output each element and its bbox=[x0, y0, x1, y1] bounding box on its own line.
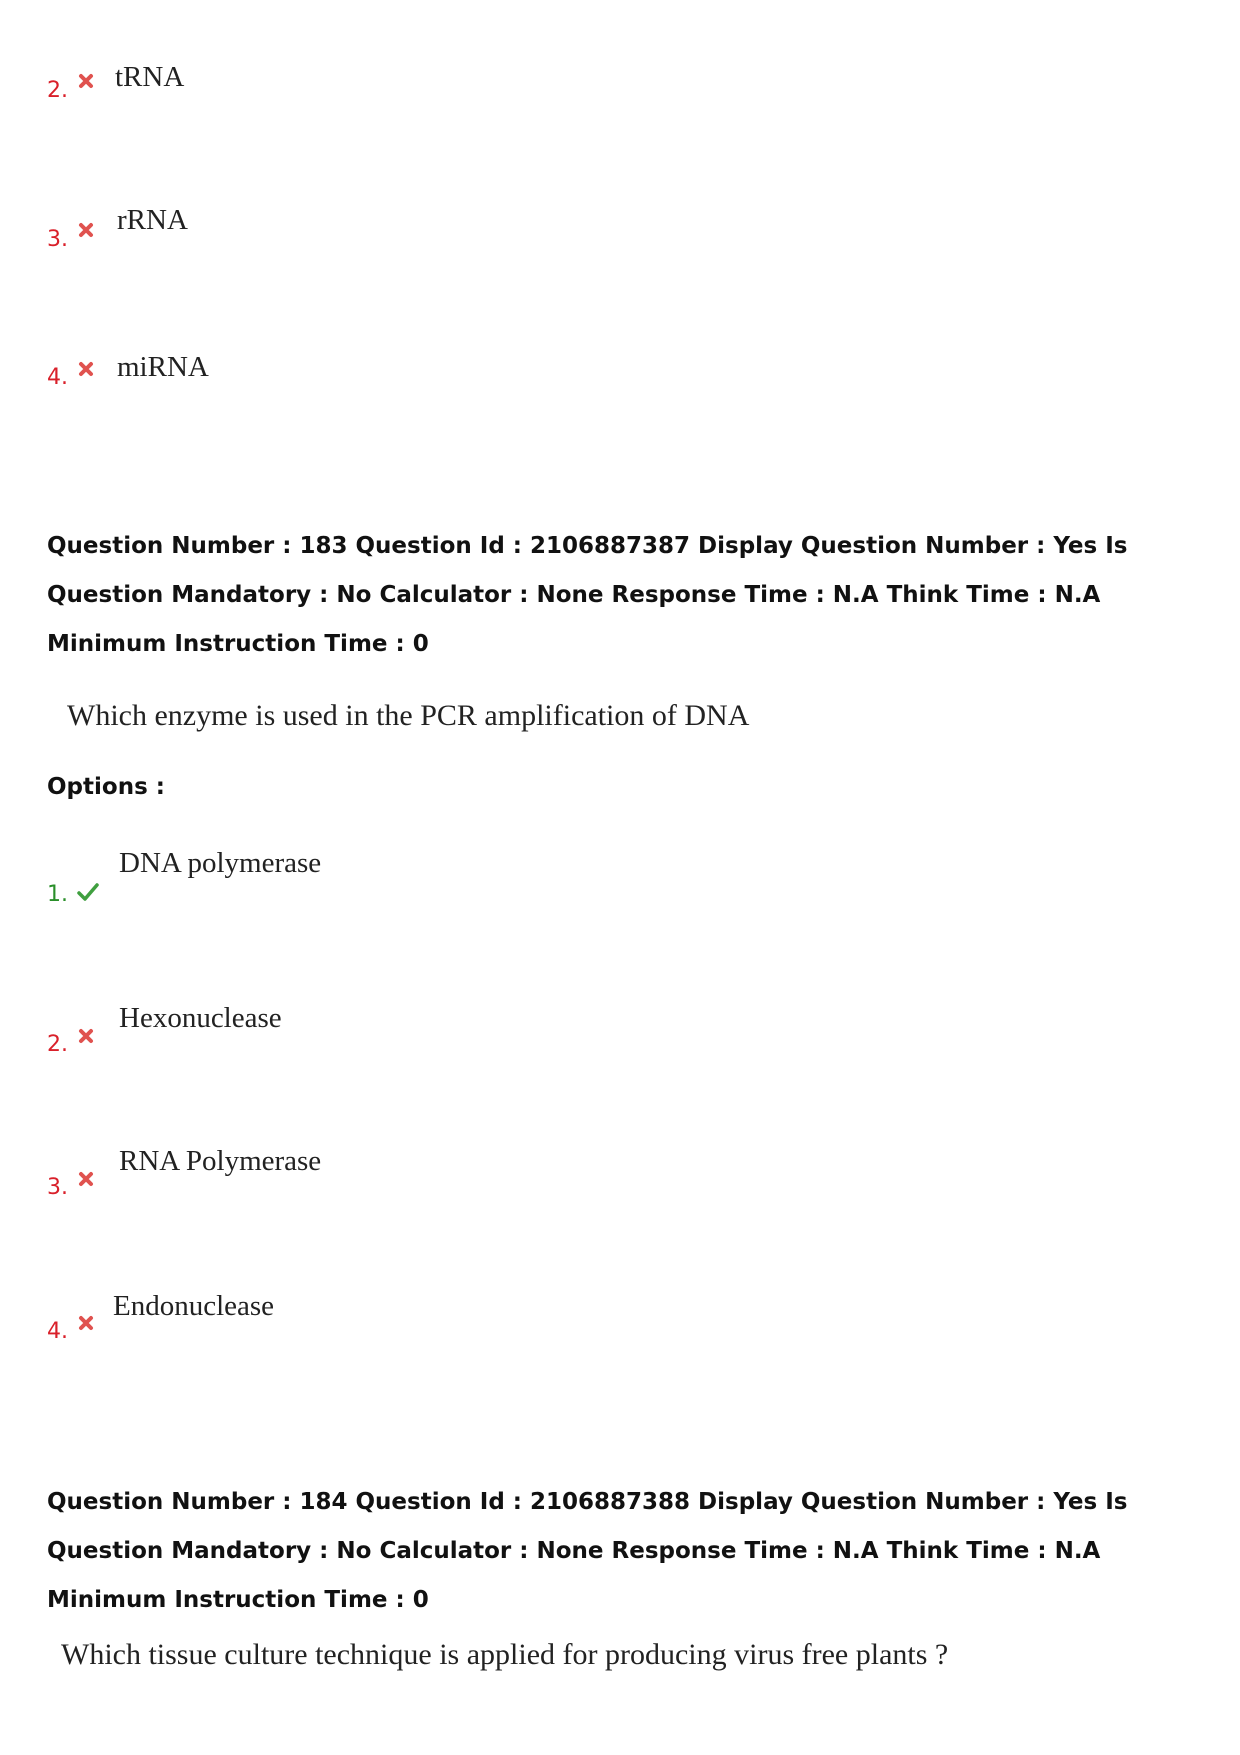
cross-icon bbox=[77, 1170, 95, 1188]
question-text-183: Which enzyme is used in the PCR amplification of DNA bbox=[67, 699, 750, 732]
option-number: 4. bbox=[47, 365, 68, 390]
option-number: 1. bbox=[47, 882, 68, 907]
option-number: 4. bbox=[47, 1319, 68, 1344]
cross-icon bbox=[77, 72, 95, 90]
prev-option-2 bbox=[47, 60, 747, 120]
q183-option-4 bbox=[47, 1289, 747, 1349]
question-header-183: Question Number : 183 Question Id : 2106887387 Display Question Number : Yes Is Question Mandatory : No Calculator : None Response Time : N.A Think Time : N.A Minimum Instruction Time : 0 bbox=[47, 533, 1128, 657]
option-text: Hexonuclease bbox=[119, 1002, 282, 1034]
option-number: 2. bbox=[47, 1032, 68, 1057]
prev-option-3 bbox=[47, 203, 747, 263]
q183-option-3 bbox=[47, 1144, 747, 1204]
cross-icon bbox=[77, 360, 95, 378]
option-text: DNA polymerase bbox=[119, 847, 322, 879]
option-text: Endonuclease bbox=[113, 1290, 275, 1322]
cross-icon bbox=[77, 1314, 95, 1332]
option-number: 3. bbox=[47, 227, 68, 252]
option-number: 2. bbox=[47, 78, 68, 103]
q183-option-1 bbox=[47, 846, 747, 906]
cross-icon bbox=[77, 1027, 95, 1045]
cross-icon bbox=[77, 221, 95, 239]
option-text: rRNA bbox=[117, 204, 188, 236]
question-text-184: Which tissue culture technique is applied for producing virus free plants ? bbox=[61, 1638, 949, 1671]
question-header-184: Question Number : 184 Question Id : 2106887388 Display Question Number : Yes Is Question Mandatory : No Calculator : None Response Time : N.A Think Time : N.A Minimum Instruction Time : 0 bbox=[47, 1489, 1128, 1613]
prev-option-4 bbox=[47, 350, 747, 410]
check-icon bbox=[77, 882, 99, 902]
q183-option-2 bbox=[47, 1001, 747, 1061]
options-label: Options : bbox=[47, 774, 165, 800]
option-text: tRNA bbox=[115, 61, 185, 93]
option-number: 3. bbox=[47, 1175, 68, 1200]
option-text: miRNA bbox=[117, 351, 209, 383]
option-text: RNA Polymerase bbox=[119, 1145, 322, 1177]
